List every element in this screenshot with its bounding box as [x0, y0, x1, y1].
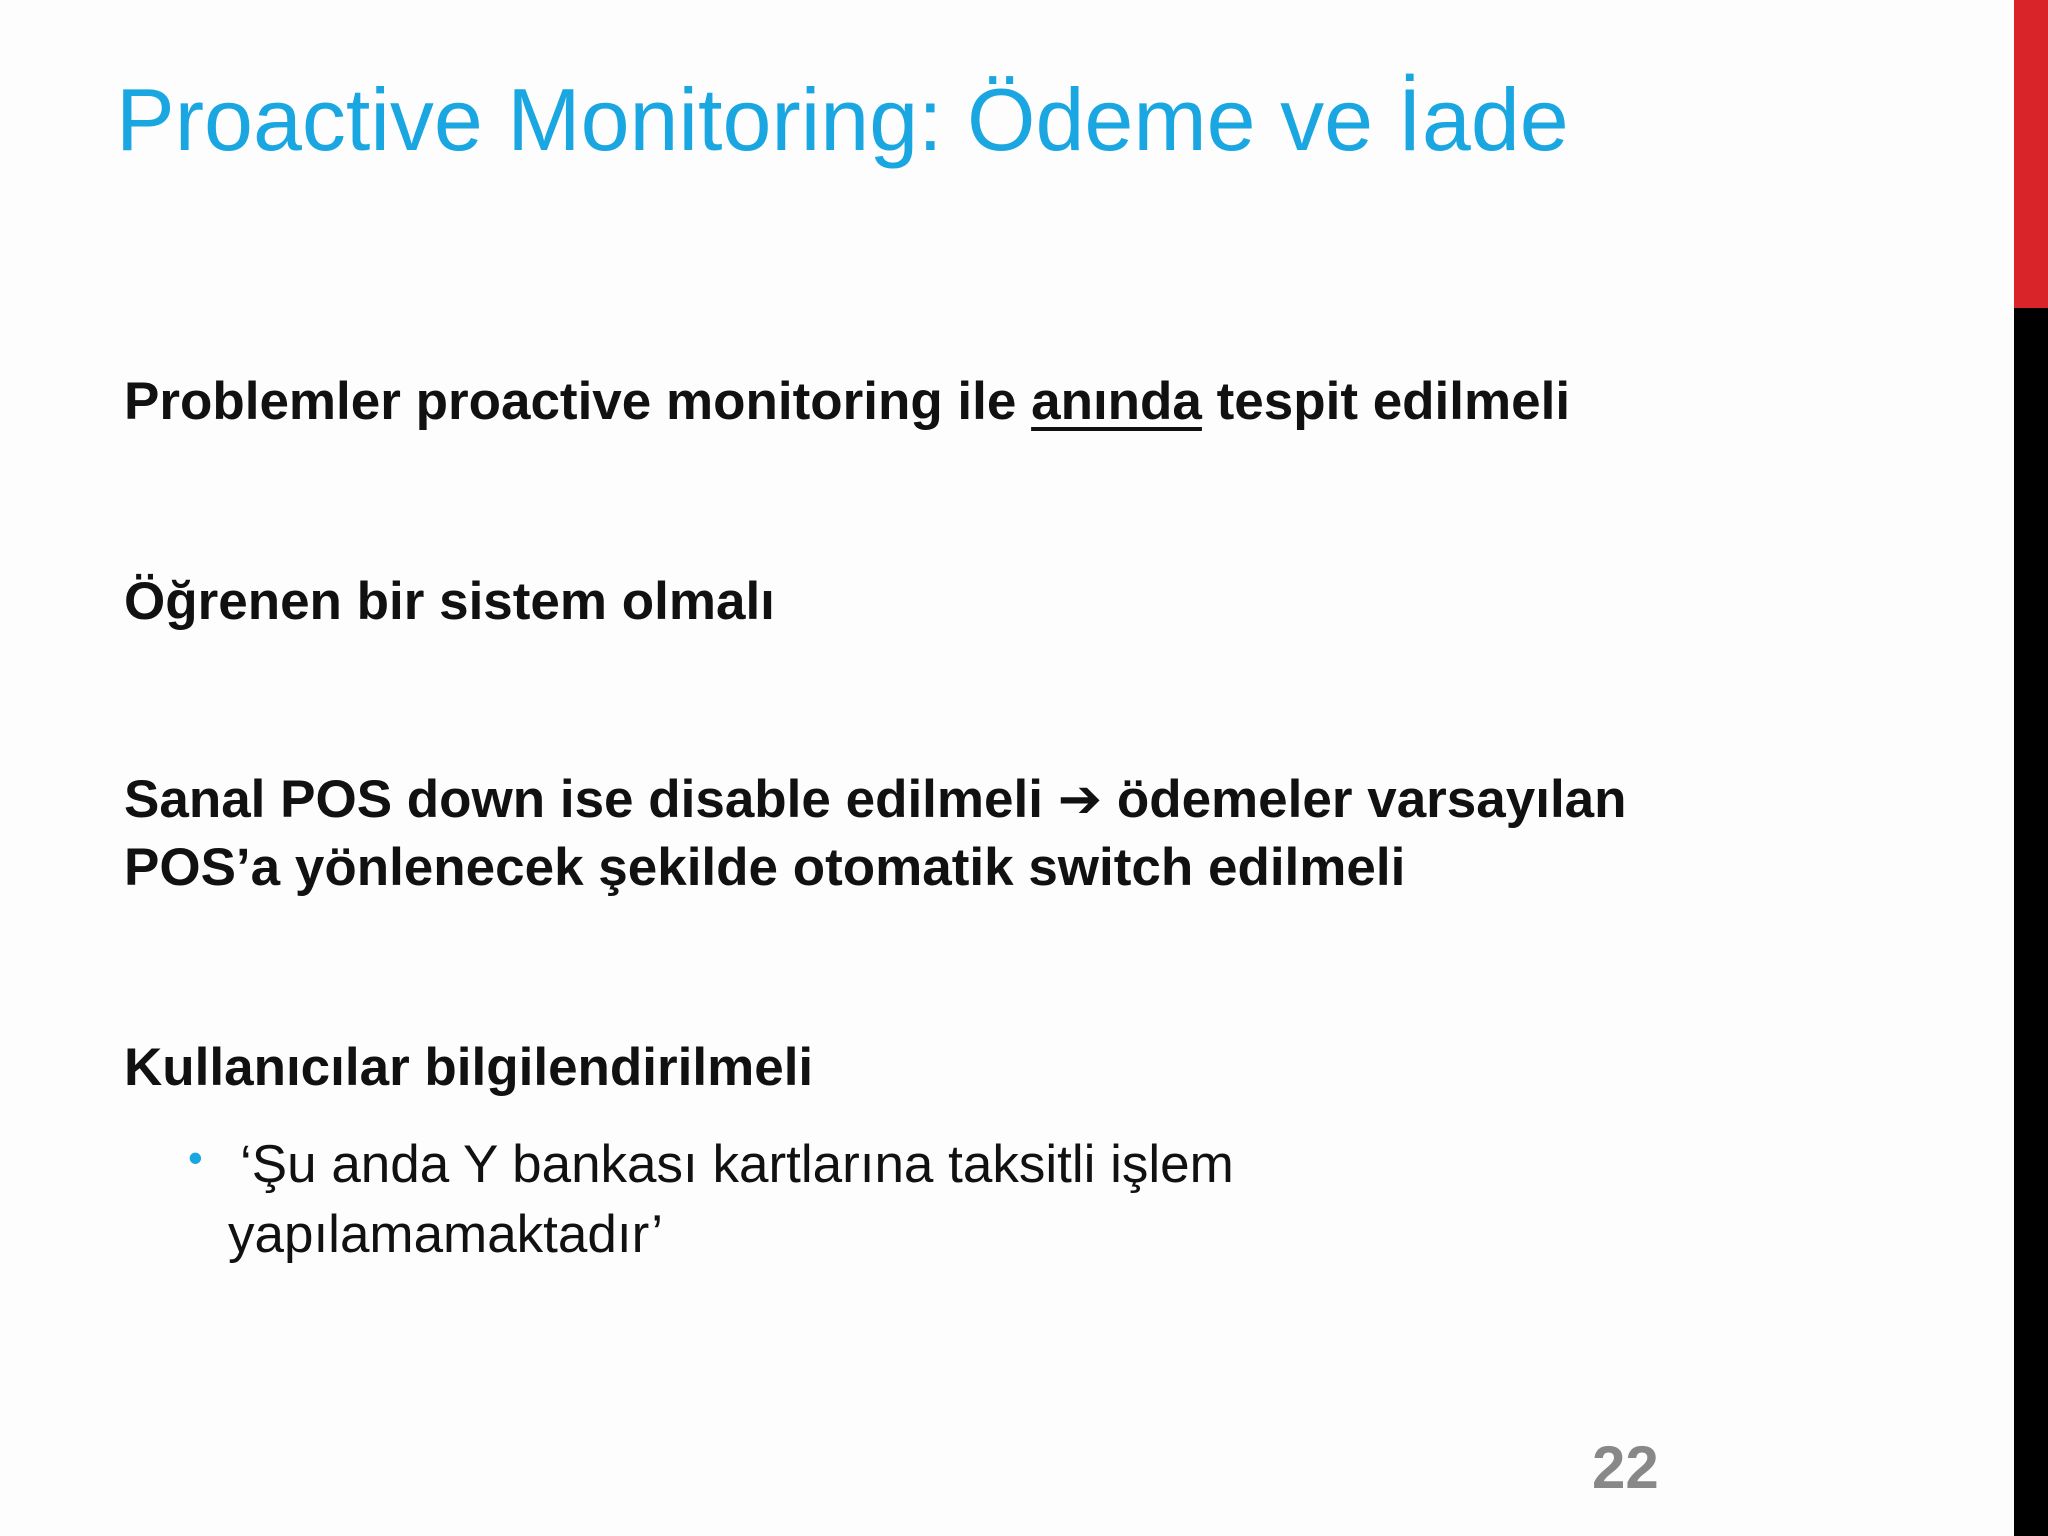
- point-sanal-pos-continued: POS’a yönlenecek şekilde otomatik switch edilmeli: [124, 838, 1406, 897]
- point-sanal-pos: [124, 766, 1627, 834]
- accent-bar-black: [2014, 308, 2048, 1536]
- accent-bar-red: [2014, 0, 2048, 308]
- bullet-dot-icon: •: [188, 1134, 203, 1181]
- point-users-informed: Kullanıcılar bilgilendirilmeli: [124, 1038, 814, 1097]
- point-text: Problemler proactive monitoring ile: [124, 372, 1032, 431]
- point-learning-system: Öğrenen bir sistem olmalı: [124, 572, 775, 631]
- sub-bullet-text: ‘Şu anda Y bankası kartlarına taksitli işlem: [240, 1135, 1234, 1194]
- point-proactive-monitoring: [124, 368, 1570, 436]
- arrow-right-icon: ➔: [1057, 769, 1103, 830]
- point-text: Sanal POS down ise disable edilmeli: [124, 770, 1058, 829]
- page-number: 22: [1592, 1434, 1659, 1501]
- point-text: ödemeler varsayılan: [1102, 770, 1627, 829]
- sub-bullet-text-continued: yapılamamaktadır’: [228, 1205, 663, 1264]
- point-text: tespit edilmeli: [1201, 372, 1571, 431]
- slide-title: Proactive Monitoring: Ödeme ve İade: [116, 70, 1569, 169]
- emphasis-text: anında: [1031, 372, 1202, 431]
